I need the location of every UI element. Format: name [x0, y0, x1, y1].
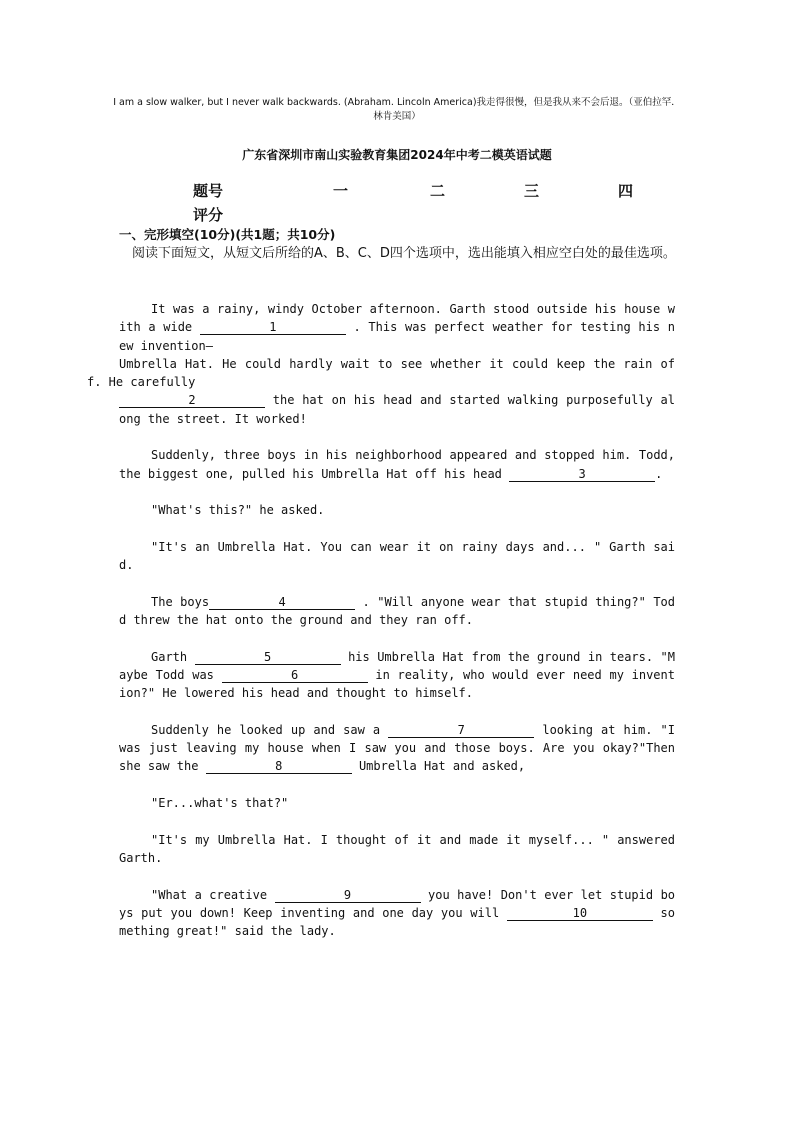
score-column-4: 四: [618, 182, 634, 200]
passage-text: something great!" said the lady.: [119, 905, 675, 939]
passage-paragraph: "What's this?" he asked.: [151, 503, 325, 518]
score-table-header-row: [193, 180, 653, 204]
passage-paragraph: [119, 721, 675, 776]
blank-10[interactable]: 10: [507, 906, 653, 921]
score-column-2: 二: [430, 182, 446, 200]
blank-7[interactable]: 7: [388, 723, 534, 738]
passage-paragraph: [87, 300, 676, 428]
passage-text: Umbrella Hat. He could hardly wait to see whether it could keep the rain off. He carefully: [87, 356, 675, 390]
passage-text: his Umbrella Hat from the ground in tears. "Maybe Todd was: [119, 649, 676, 682]
passage-paragraph: "It's my Umbrella Hat. I thought of it and made it myself... " answered Garth.: [119, 832, 675, 865]
score-column-3: 三: [524, 182, 540, 200]
blank-1[interactable]: 1: [200, 320, 346, 335]
passage-text: looking at him. "I was just leaving my house when I saw you and those boys. Are you okay?"Then she saw the: [119, 722, 675, 774]
blank-3[interactable]: 3: [509, 467, 655, 482]
passage-text: Suddenly he looked up and saw a: [151, 722, 381, 737]
passage-text: Suddenly, three boys in his neighborhood appeared and stopped him. Todd, the biggest one, pulled his Umbrella Hat off his head: [119, 448, 675, 481]
passage-paragraph: [119, 886, 675, 941]
cloze-passage: [87, 300, 676, 959]
score-column-1: 一: [333, 182, 349, 200]
passage-text: in reality, who would ever need my invention?" He lowered his head and thought to himself.: [119, 667, 675, 701]
passage-paragraph: "It's an Umbrella Hat. You can wear it on rainy days and... " Garth said.: [119, 539, 675, 573]
passage-text: you have! Don't ever let stupid boys put you down! Keep inventing and one day you will: [119, 887, 676, 920]
blank-4[interactable]: 4: [209, 595, 355, 610]
passage-text: Umbrella Hat and asked,: [358, 759, 526, 774]
passage-text: . This was perfect weather for testing his new invention—: [119, 320, 676, 353]
blank-6[interactable]: 6: [222, 668, 368, 683]
blank-9[interactable]: 9: [275, 888, 421, 903]
blank-2[interactable]: 2: [119, 393, 265, 408]
passage-text: .: [655, 466, 663, 481]
passage-text: "What a creative: [151, 887, 268, 902]
score-row-label: 评分: [193, 206, 224, 224]
passage-paragraph: [119, 593, 675, 630]
passage-text: The boys: [151, 594, 210, 609]
passage-text: It was a rainy, windy October afternoon. Garth stood outside his house with a wide: [119, 302, 675, 335]
blank-8[interactable]: 8: [206, 759, 352, 774]
score-table: [193, 180, 653, 228]
passage-paragraph: [119, 446, 675, 483]
passage-paragraph: [119, 648, 675, 703]
blank-5[interactable]: 5: [195, 650, 341, 665]
passage-text: . "Will anyone wear that stupid thing?" Todd threw the hat onto the ground and they ran off.: [119, 594, 675, 628]
passage-text: the hat on his head and started walking purposefully along the street. It worked!: [119, 393, 675, 426]
header-quote: I am a slow walker, but I never walk backwards. (Abraham. Lincoln America)我走得很慢，但是我从来不会后退。（亚伯拉罕．林肯美国）: [113, 97, 681, 122]
page-title: 广东省深圳市南山实验教育集团2024年中考二模英语试题: [242, 148, 552, 162]
passage-paragraph: "Er...what's that?": [151, 796, 289, 811]
score-table-header-label: 题号: [193, 182, 224, 200]
passage-text: Garth: [151, 649, 188, 664]
section-heading: 一、完形填空(10分)(共1题；共10分): [119, 227, 336, 242]
section-instruction: 阅读下面短文，从短文后所给的A、B、C、D四个选项中，选出能填入相应空白处的最佳选项。: [132, 246, 676, 261]
